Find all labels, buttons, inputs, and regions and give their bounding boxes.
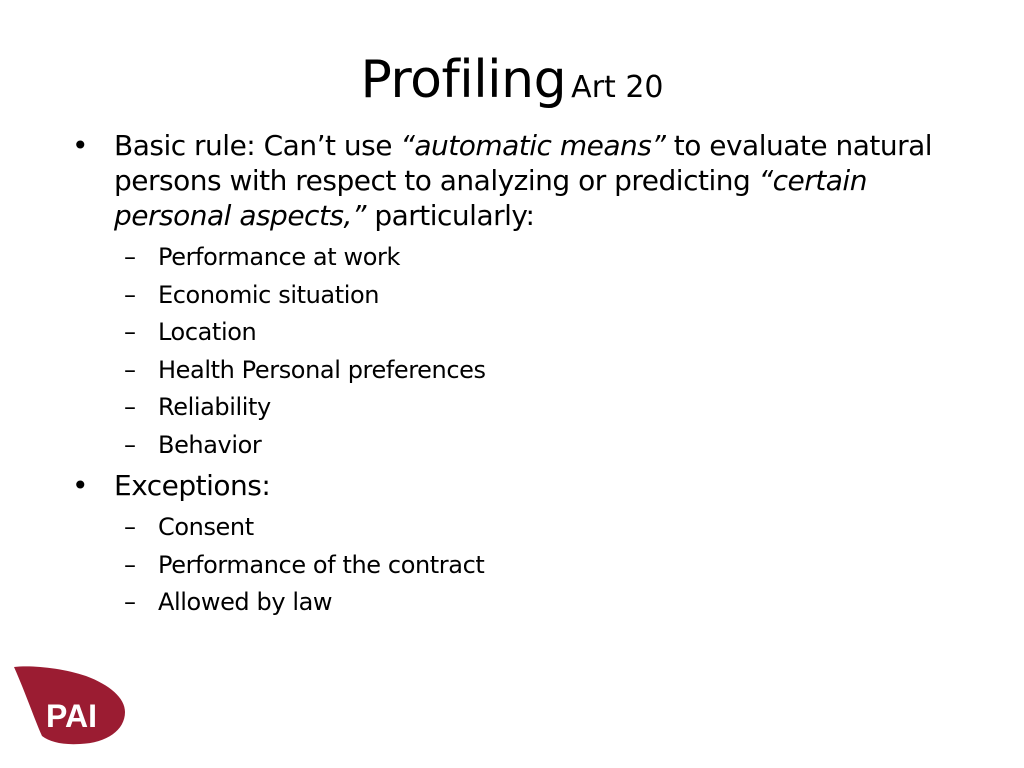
sub-item-label: Allowed by law (158, 588, 333, 616)
bullet-marker: • (72, 469, 89, 502)
sub-item-label: Performance at work (158, 243, 400, 271)
sub-item (72, 509, 992, 547)
pai-logo (12, 664, 128, 746)
sub-marker: – (124, 550, 136, 579)
bullet-emphasis: “certain personal aspects,” (114, 164, 867, 232)
sub-marker: – (124, 280, 136, 309)
sub-list-aspects (72, 239, 992, 464)
sub-item-label: Performance of the contract (158, 550, 485, 579)
sub-item-label: Economic situation (158, 280, 380, 309)
sub-item (72, 389, 992, 427)
bullet-text: particularly: (365, 199, 535, 232)
sub-item-label: Reliability (158, 393, 271, 421)
sub-item-label: Health Personal preferences (158, 355, 486, 384)
sub-marker: – (124, 243, 136, 271)
sub-marker: – (124, 318, 136, 346)
sub-item (72, 547, 992, 585)
sub-item (72, 277, 992, 315)
bullet-exceptions (72, 468, 992, 503)
sub-item (72, 427, 992, 465)
logo-text: PAI (46, 698, 97, 734)
sub-item (72, 239, 992, 277)
sub-marker: – (124, 430, 136, 459)
sub-item (72, 584, 992, 622)
slide-title (0, 50, 1024, 110)
title-subtitle: Art 20 (571, 70, 664, 105)
bullet-text: Exceptions: (114, 469, 271, 502)
sub-item (72, 352, 992, 390)
title-main: Profiling (360, 50, 567, 110)
bullet-marker: • (72, 129, 89, 162)
slide-body (72, 128, 992, 626)
sub-list-exceptions (72, 509, 992, 622)
sub-item-label: Consent (158, 513, 254, 541)
bullet-text: to evaluate natural persons with respect to analyzing or predicting (114, 129, 933, 197)
bullet-text: Basic rule: Can’t use (114, 129, 401, 162)
sub-item-label: Location (158, 318, 257, 346)
sub-item (72, 314, 992, 352)
sub-marker: – (124, 588, 136, 616)
sub-marker: – (124, 513, 136, 541)
bullet-emphasis: “automatic means” (400, 129, 666, 162)
sub-marker: – (124, 355, 136, 384)
bullet-basic-rule (72, 128, 992, 233)
sub-marker: – (124, 393, 136, 421)
sub-item-label: Behavior (158, 430, 262, 459)
